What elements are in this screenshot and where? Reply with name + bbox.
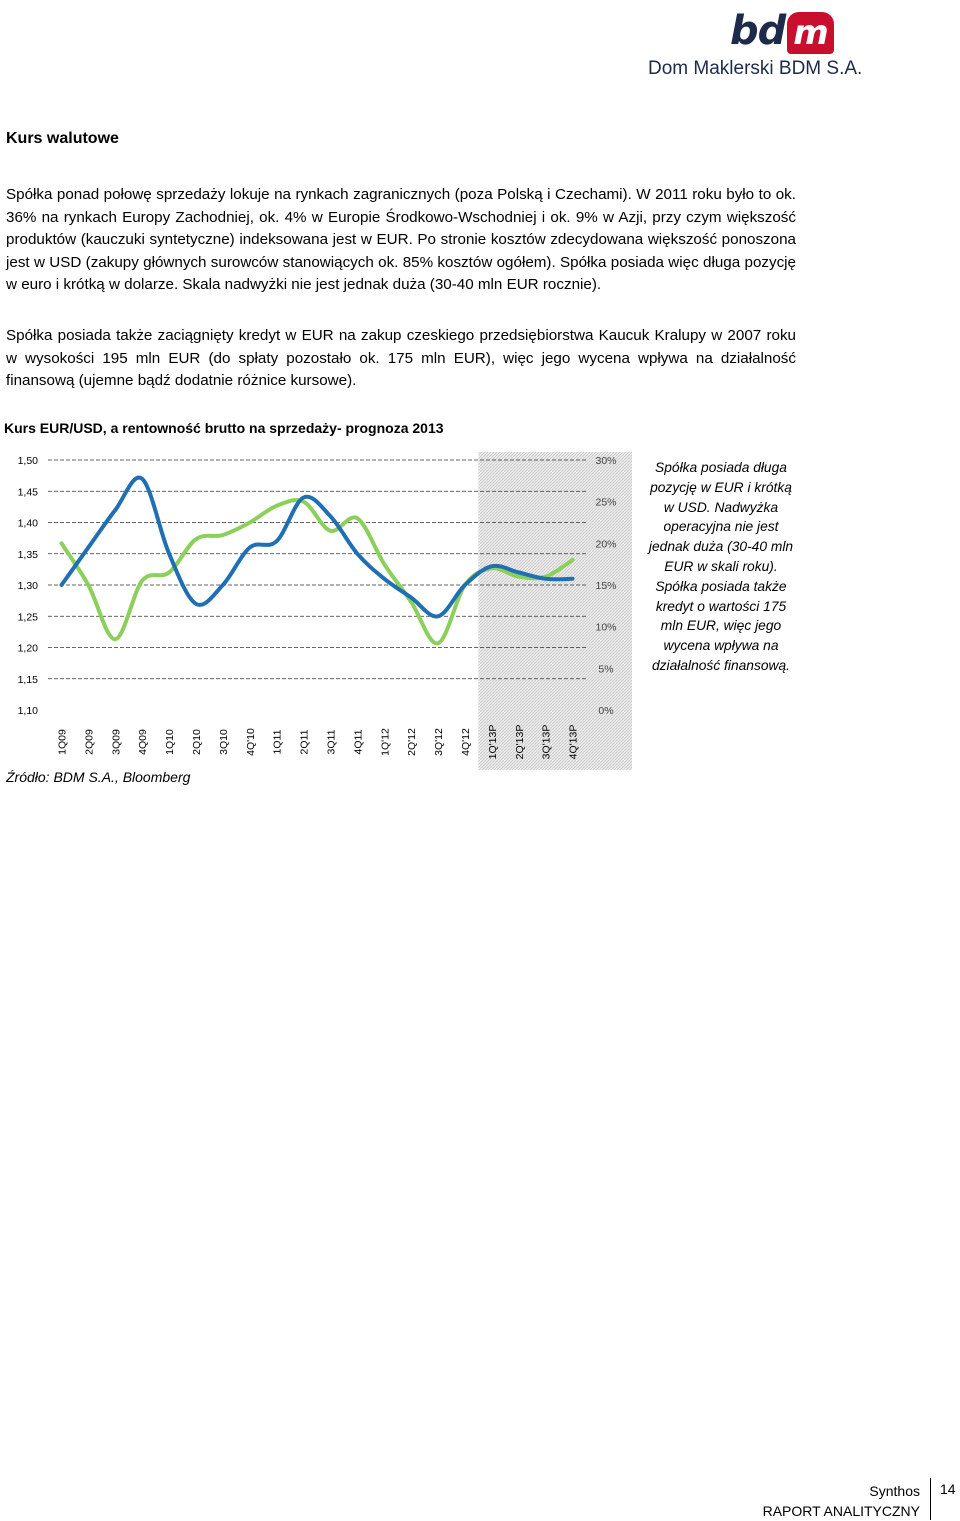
y-right-tick-label: 10% bbox=[595, 622, 616, 634]
x-tick-label: 3Q'12 bbox=[433, 728, 445, 756]
y-right-tick-label: 25% bbox=[595, 497, 616, 509]
page-number: 14 bbox=[940, 1481, 956, 1497]
logo-company-name: Dom Maklerski BDM S.A. bbox=[648, 58, 862, 80]
x-tick-label: 3Q10 bbox=[218, 729, 230, 755]
x-tick-label: 4Q'10 bbox=[245, 728, 257, 756]
y-right-tick-label: 30% bbox=[595, 455, 616, 467]
bdm-logo-mark bbox=[730, 8, 834, 54]
eurusd-margin-chart bbox=[0, 445, 640, 770]
x-tick-label: 1Q'12 bbox=[379, 728, 391, 756]
footer-company: Synthos bbox=[763, 1481, 920, 1501]
section-title: Kurs walutowe bbox=[6, 130, 119, 148]
x-tick-label: 4Q11 bbox=[352, 729, 364, 754]
y-right-tick-label: 0% bbox=[598, 705, 613, 717]
footer bbox=[763, 1481, 920, 1521]
x-tick-label: 1Q09 bbox=[56, 729, 68, 755]
y-left-tick-label: 1,20 bbox=[18, 643, 39, 655]
chart-title: Kurs EUR/USD, a rentowność brutto na sprzedaży- prognoza 2013 bbox=[4, 420, 444, 436]
x-tick-label: 1Q10 bbox=[164, 729, 176, 755]
x-tick-label: 3Q11 bbox=[325, 729, 337, 754]
y-left-tick-label: 1,40 bbox=[18, 518, 39, 530]
paragraph-2: Spółka posiada także zaciągnięty kredyt w EUR na zakup czeskiego przedsiębiorstwa Kaucuk Kralupy w 2007 roku w wysokości 195 mln EUR (do spłaty pozostało ok. 175 mln EUR), więc jego wycena wpływa na działalność finansową (ujemne bądź dodatnie różnice kursowe). bbox=[6, 325, 796, 393]
chart-side-note: Spółka posiada długa pozycję w EUR i krótką w USD. Nadwyżka operacyjna nie jest jednak duża (30-40 mln EUR w skali roku). Spółka posiada także kredyt o wartości 175 mln EUR, więc jego wycena wpływa na działalność finansową. bbox=[645, 458, 797, 676]
y-left-tick-label: 1,25 bbox=[18, 611, 39, 623]
y-left-tick-label: 1,30 bbox=[18, 580, 39, 592]
x-tick-label: 2Q11 bbox=[299, 729, 311, 754]
y-left-tick-label: 1,35 bbox=[18, 549, 39, 561]
x-tick-label: 4Q09 bbox=[137, 729, 149, 755]
source-note: Źródło: BDM S.A., Bloomberg bbox=[6, 769, 190, 785]
logo-mark-m: m bbox=[787, 12, 833, 54]
x-tick-label: 3Q09 bbox=[110, 729, 122, 755]
x-tick-label: 3Q'13P bbox=[541, 725, 553, 760]
y-right-tick-label: 20% bbox=[595, 538, 616, 550]
bdm-logo bbox=[640, 6, 940, 84]
paragraph-1: Spółka ponad połowę sprzedaży lokuje na rynkach zagranicznych (poza Polską i Czechami). W 2011 roku było to ok. 36% na rynkach Europy Zachodniej, ok. 4% w Europie Środkowo-Wschodniej i ok. 9% w Azji, przy czym większość produktów (kauczuki syntetyczne) indeksowana jest w EUR. Po stronie kosztów zdecydowana większość ponoszona jest w USD (zakupy głównych surowców stanowiących ok. 85% kosztów ogółem). Spółka posiada więc długa pozycję w euro i krótką w dolarze. Skala nadwyżki nie jest jednak duża (30-40 mln EUR rocznie). bbox=[6, 184, 796, 297]
x-tick-label: 2Q10 bbox=[191, 729, 203, 755]
x-tick-label: 4Q'13P bbox=[568, 725, 580, 760]
y-left-tick-label: 1,15 bbox=[18, 674, 39, 686]
y-left-tick-label: 1,10 bbox=[18, 705, 39, 717]
x-tick-label: 2Q'13P bbox=[514, 725, 526, 760]
y-left-tick-label: 1,45 bbox=[18, 486, 39, 498]
logo-mark-bd: bd bbox=[730, 8, 785, 54]
x-tick-label: 1Q'13P bbox=[487, 725, 499, 760]
footer-divider bbox=[930, 1478, 931, 1520]
y-right-tick-label: 15% bbox=[595, 580, 616, 592]
x-tick-label: 2Q'12 bbox=[406, 728, 418, 756]
x-tick-label: 4Q'12 bbox=[460, 728, 472, 756]
x-tick-label: 2Q09 bbox=[83, 729, 95, 755]
footer-report-type: RAPORT ANALITYCZNY bbox=[763, 1501, 920, 1521]
x-tick-label: 1Q11 bbox=[272, 729, 284, 754]
y-left-tick-label: 1,50 bbox=[18, 455, 39, 467]
y-right-tick-label: 5% bbox=[598, 663, 613, 675]
